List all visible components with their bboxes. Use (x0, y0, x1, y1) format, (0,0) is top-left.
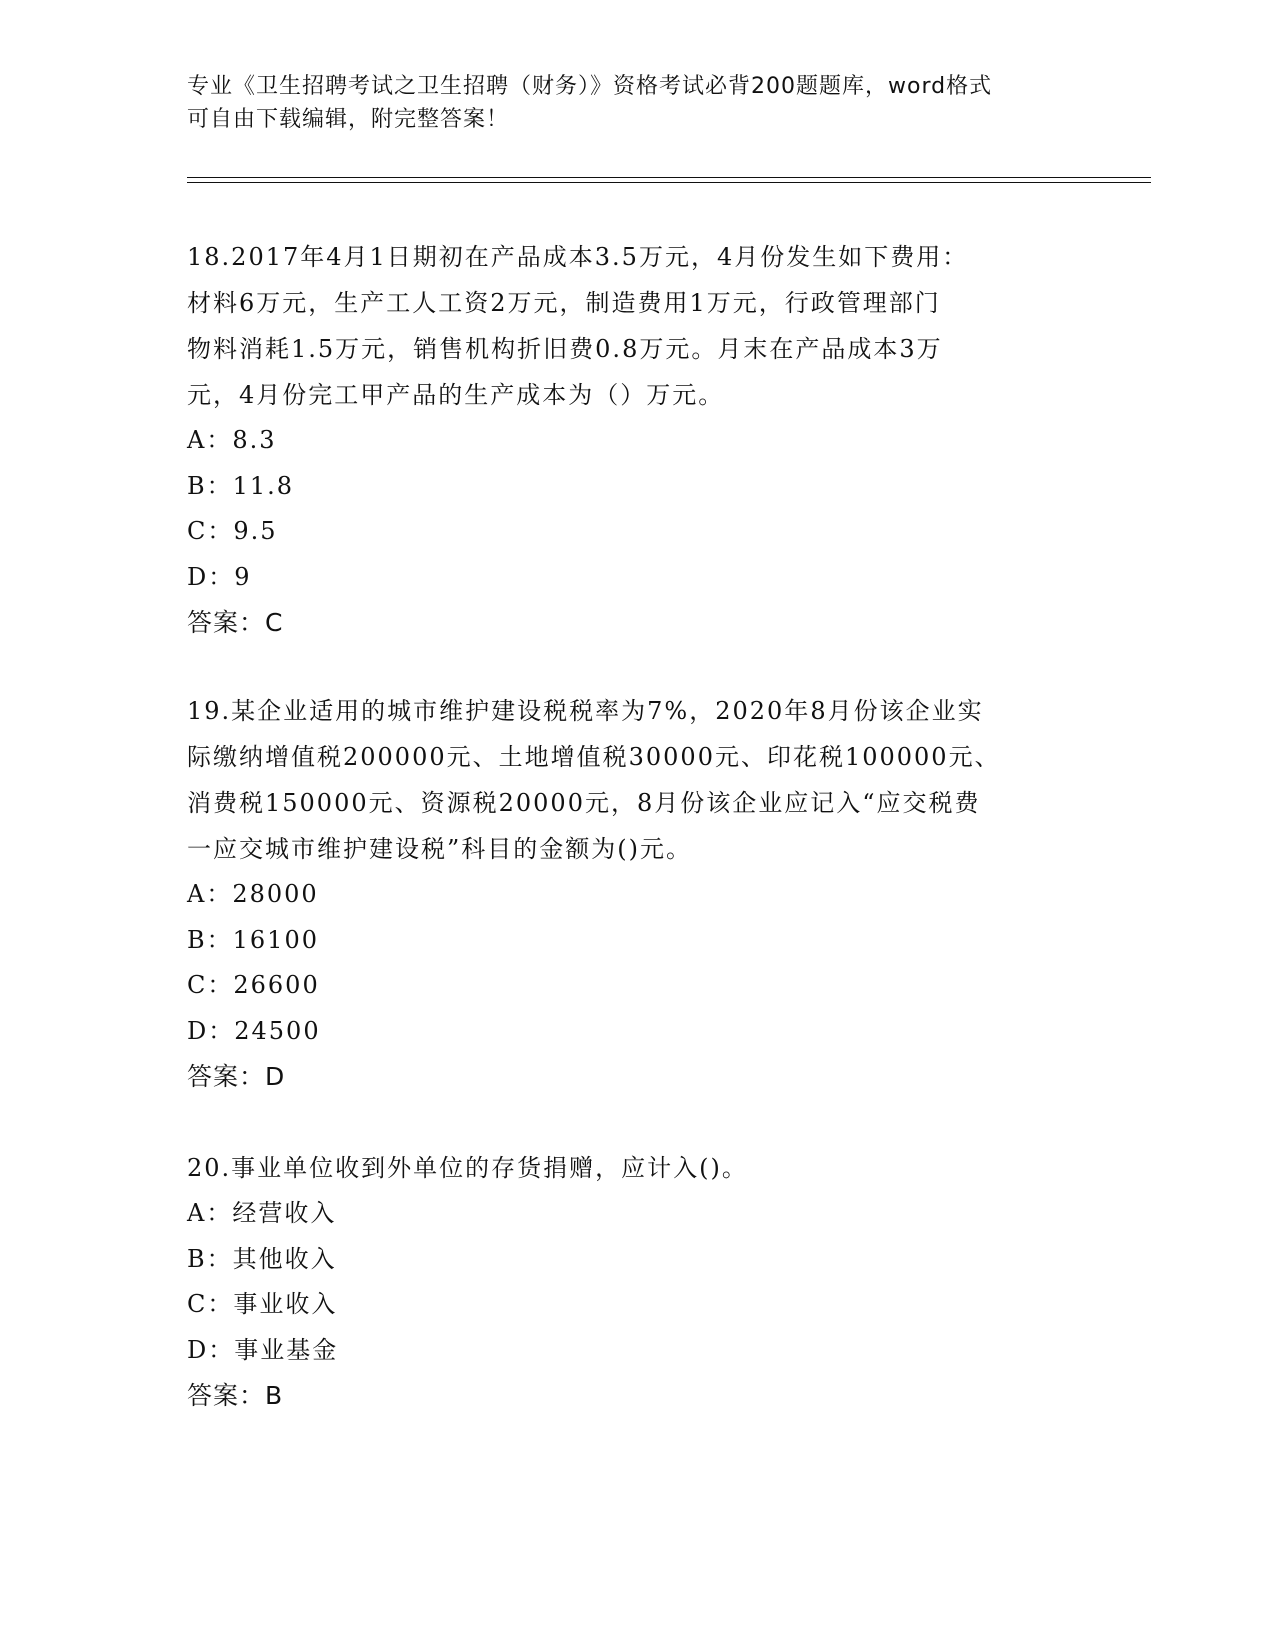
question-stem-line: 际缴纳增值税200000元、土地增值税30000元、印花税100000元、 (187, 743, 1001, 771)
option-a: A：28000 (187, 880, 319, 908)
document-header (187, 70, 1067, 136)
question-20 (187, 1145, 1067, 1419)
question-stem-line: 消费税150000元、资源税20000元，8月份该企业应记入“应交税费 (187, 789, 981, 817)
header-line-2: 可自由下载编辑，附完整答案！ (187, 107, 510, 132)
option-a: A：经营收入 (187, 1199, 337, 1227)
option-b: B：11.8 (187, 471, 295, 500)
question-19 (187, 688, 1067, 1100)
question-stem-line: 物料消耗1.5万元，销售机构折旧费0.8万元。月末在产品成本3万 (187, 335, 943, 363)
question-stem-line: 元，4月份完工甲产品的生产成本为（）万元。 (187, 381, 725, 409)
question-18 (187, 234, 1067, 646)
question-stem-line: 18.2017年4月1日期初在产品成本3.5万元，4月份发生如下费用： (187, 243, 969, 271)
option-d: D：24500 (187, 1016, 321, 1045)
option-b: B：其他收入 (187, 1244, 337, 1273)
option-d: D：事业基金 (187, 1335, 339, 1364)
option-b: B：16100 (187, 925, 319, 954)
option-a: A：8.3 (187, 426, 277, 454)
option-c: C：事业收入 (187, 1290, 338, 1318)
answer-line: 答案：D (187, 1062, 286, 1091)
header-divider-bottom (187, 182, 1151, 183)
option-c: C：26600 (187, 971, 320, 999)
answer-line: 答案：C (187, 608, 284, 637)
question-stem-line: 材料6万元，生产工人工资2万元，制造费用1万元，行政管理部门 (187, 289, 941, 317)
option-d: D：9 (187, 562, 252, 591)
question-stem-line: 一应交城市维护建设税”科目的金额为()元。 (187, 835, 692, 863)
question-stem-line: 19.某企业适用的城市维护建设税税率为7%，2020年8月份该企业实 (187, 697, 984, 725)
answer-line: 答案：B (187, 1381, 284, 1410)
option-c: C：9.5 (187, 517, 278, 545)
header-line-1: 专业《卫生招聘考试之卫生招聘（财务）》资格考试必背200题题库，word格式 (187, 74, 993, 99)
header-divider-top (187, 177, 1151, 178)
question-stem-line: 20.事业单位收到外单位的存货捐赠，应计入()。 (187, 1154, 748, 1182)
